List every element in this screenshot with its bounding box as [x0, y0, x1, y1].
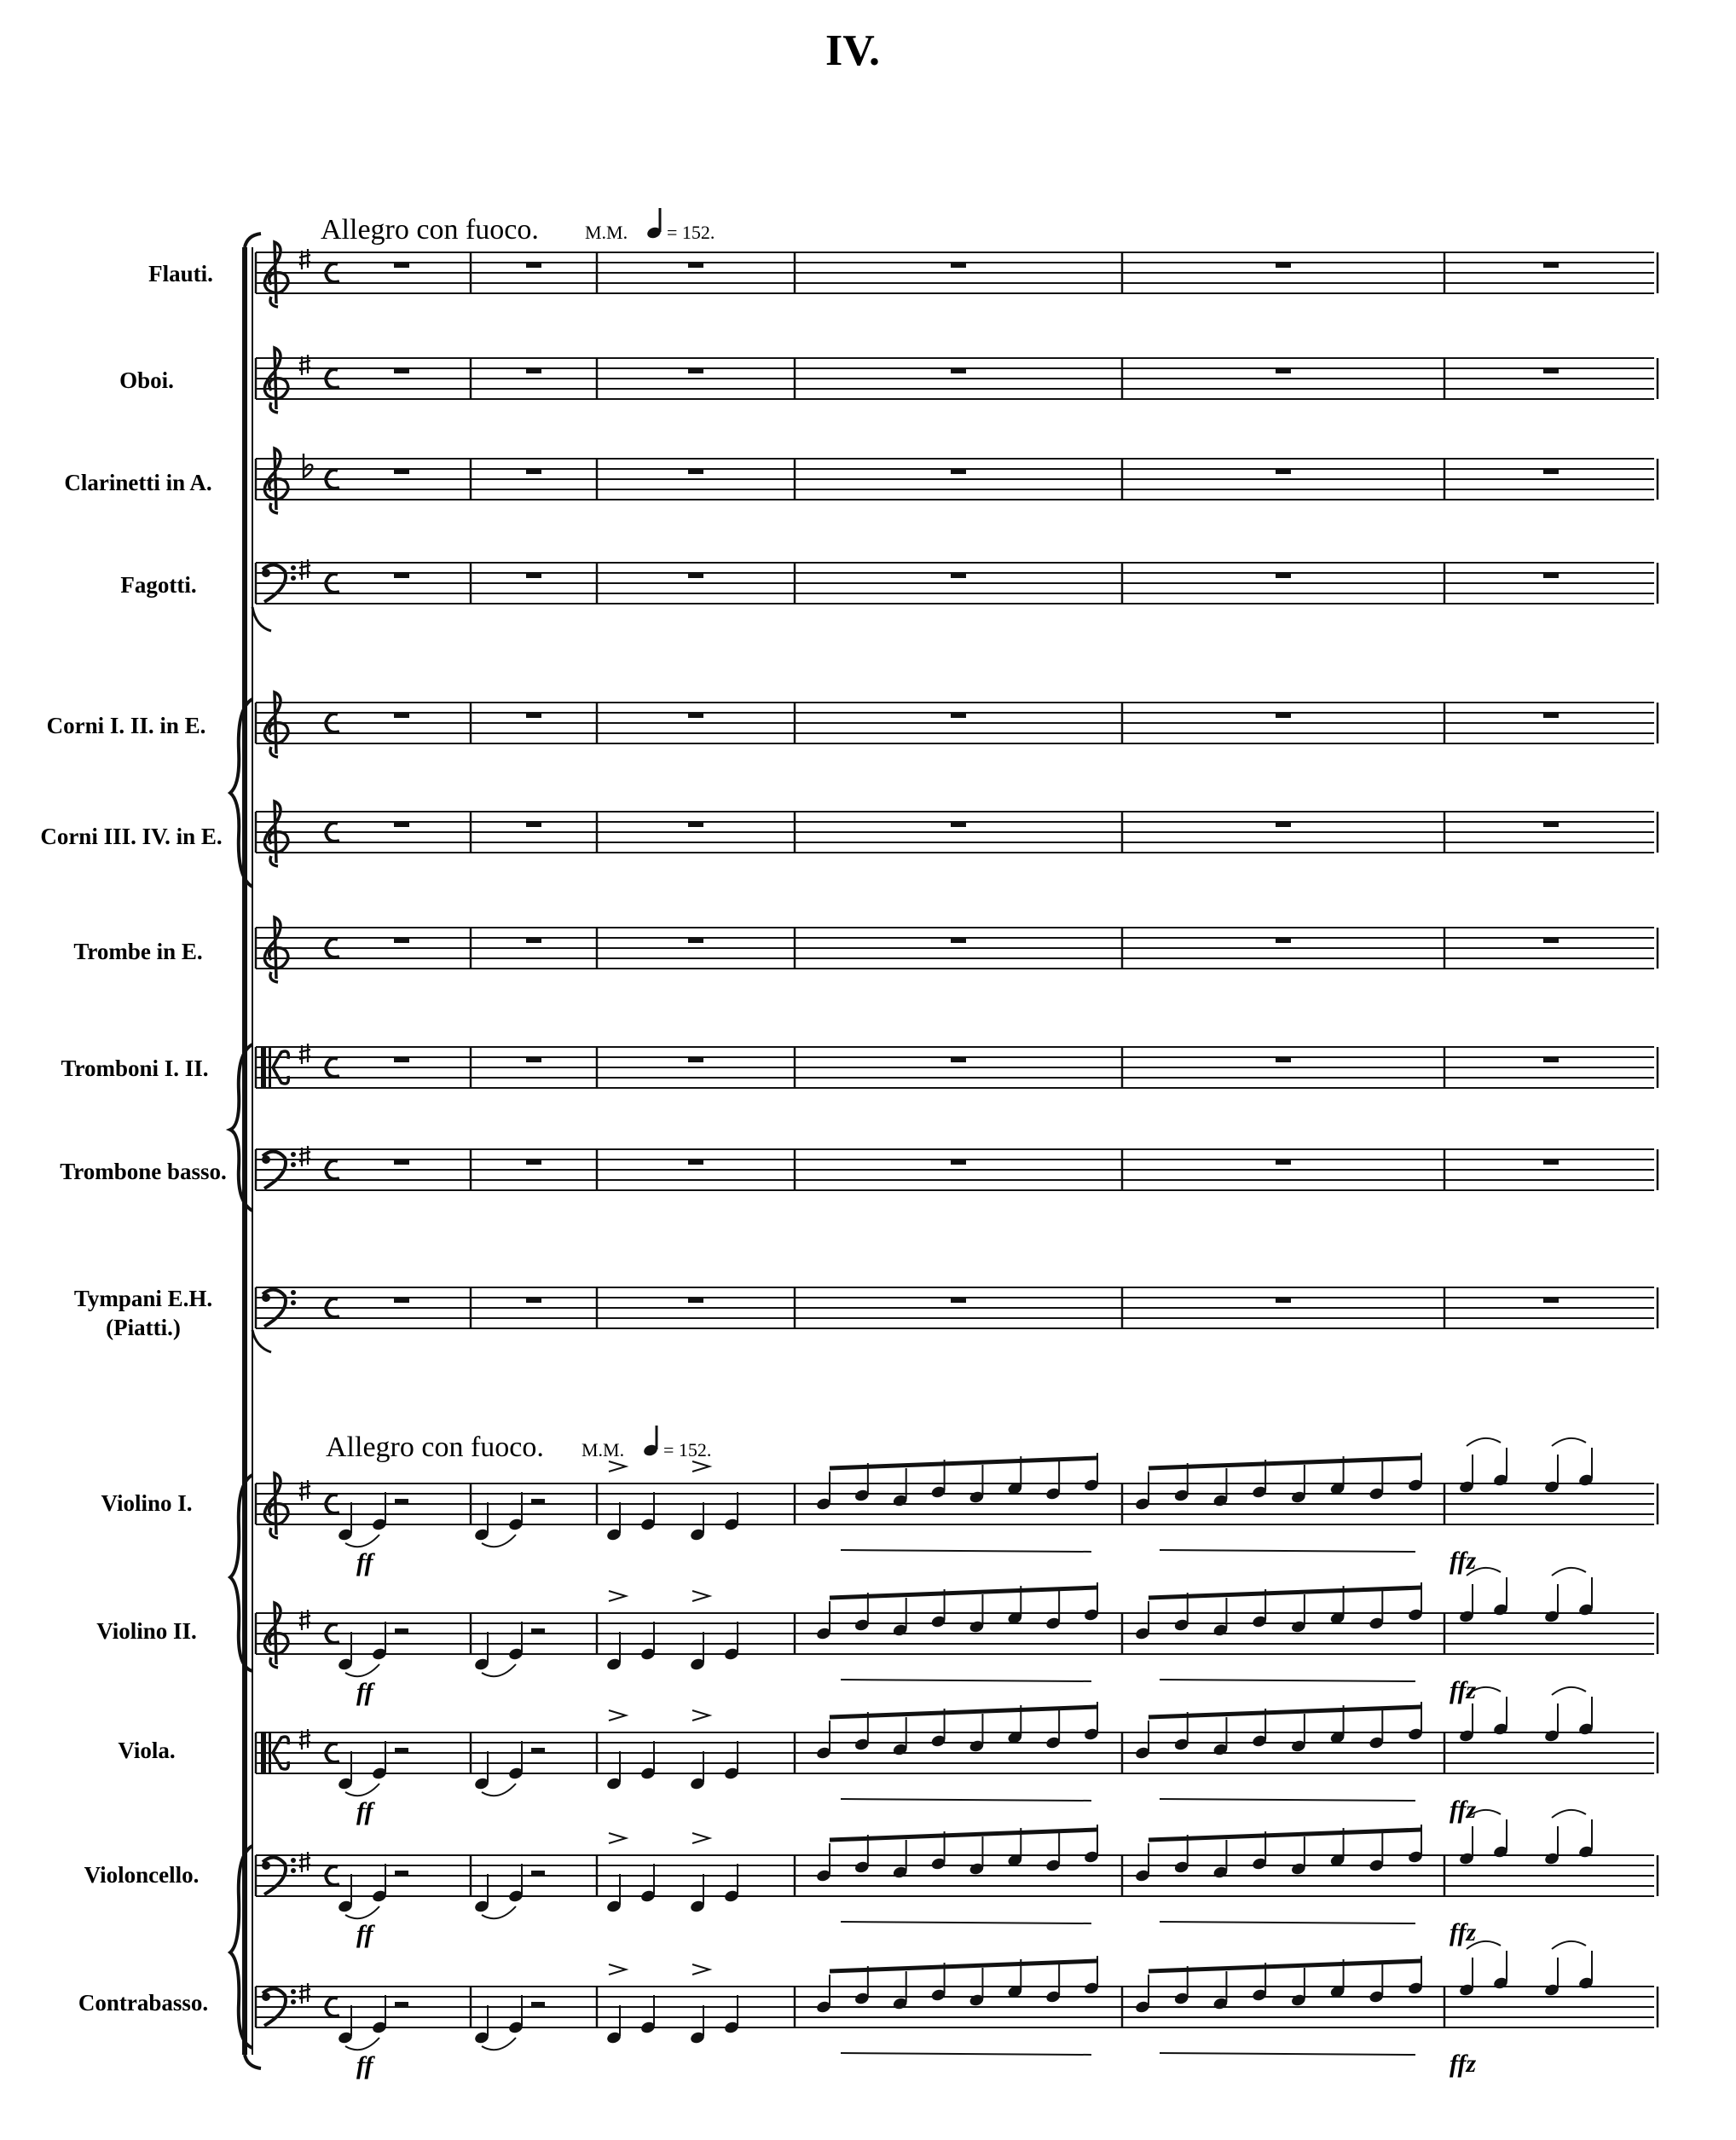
note: [1543, 1455, 1560, 1494]
whole-rest: [1276, 822, 1291, 827]
whole-rest: [394, 263, 409, 268]
label-fagotti: Fagotti.: [120, 572, 197, 598]
system-bracket: [245, 234, 271, 2068]
quarter-note-icon: [642, 1426, 658, 1457]
barlines: [256, 252, 1658, 2027]
note: [1045, 1964, 1062, 2004]
note: [815, 1843, 831, 1883]
note: [1045, 1591, 1062, 1630]
note: [815, 1975, 831, 2014]
note: [1369, 1833, 1385, 1872]
whole-rest: [394, 469, 409, 474]
whole-rest: [951, 263, 966, 268]
note: [639, 1995, 656, 2034]
note: [723, 1995, 739, 2034]
note: [605, 1632, 622, 1671]
alto-clef-icon: [261, 1732, 266, 1773]
dynamic-ff: ff: [356, 1548, 373, 1576]
label-corni-1: Corni I. II. in E.: [46, 713, 206, 738]
whole-rest: [526, 1057, 541, 1062]
label-tympani: Tympani E.H.: [73, 1286, 213, 1311]
whole-rest: [1276, 1160, 1291, 1165]
whole-rest: [526, 368, 541, 373]
tempo-marking-winds: Allegro con fuoco.: [321, 214, 539, 246]
metronome-value-strings: = 152.: [663, 1439, 712, 1460]
note: [969, 1836, 985, 1876]
whole-rest: [1543, 1057, 1559, 1062]
note: [371, 1864, 387, 1903]
whole-rest: [951, 822, 966, 827]
note: [1492, 1697, 1508, 1736]
whole-rest: [951, 1160, 966, 1165]
note: [1134, 1843, 1150, 1883]
label-clarinetti: Clarinetti in A.: [64, 470, 212, 495]
note: [605, 2005, 622, 2045]
metronome-value-winds: = 152.: [667, 222, 715, 243]
flat-icon: [304, 454, 312, 477]
note: [371, 1741, 387, 1780]
note: [1134, 1472, 1150, 1511]
note: [1134, 1601, 1150, 1640]
whole-rest: [1276, 713, 1291, 718]
note: [371, 1622, 387, 1661]
label-trombone-basso: Trombone basso.: [60, 1159, 227, 1184]
whole-rest: [688, 1057, 703, 1062]
note: [1543, 1703, 1560, 1743]
whole-rest: [526, 822, 541, 827]
note: [1577, 1448, 1594, 1487]
whole-rest: [526, 1298, 541, 1303]
staff-braces: [230, 699, 252, 2048]
note: [1290, 1836, 1306, 1876]
string-staff-figures: [337, 1941, 1594, 2055]
whole-rest: [688, 263, 703, 268]
note: [815, 1721, 831, 1760]
whole-rest: [688, 713, 703, 718]
note: [1458, 1455, 1474, 1494]
note: [473, 2005, 489, 2045]
note: [1045, 1461, 1062, 1501]
note: [1045, 1710, 1062, 1750]
note: [337, 1502, 353, 1541]
note: [1458, 1584, 1474, 1623]
note: [1212, 1971, 1229, 2010]
note: [371, 1492, 387, 1531]
whole-rests: [394, 263, 1559, 1303]
note: [723, 1741, 739, 1780]
note: [892, 1468, 908, 1507]
note: [689, 1751, 705, 1790]
quarter-note-icon: [645, 208, 662, 240]
string-notes: [337, 1438, 1594, 2055]
note: [371, 1995, 387, 2034]
whole-rest: [1543, 1298, 1559, 1303]
whole-rest: [1543, 368, 1559, 373]
whole-rest: [688, 822, 703, 827]
whole-rest: [1543, 469, 1559, 474]
note: [473, 1751, 489, 1790]
whole-rest: [1543, 263, 1559, 268]
note: [639, 1622, 656, 1661]
note: [689, 1874, 705, 1913]
dynamic-ff: ff: [356, 1920, 373, 1948]
label-trombe: Trombe in E.: [73, 939, 203, 964]
alto-clef-icon: [261, 1047, 266, 1088]
whole-rest: [1276, 938, 1291, 943]
note: [1134, 1721, 1150, 1760]
whole-rest: [526, 573, 541, 578]
note: [1212, 1598, 1229, 1637]
whole-rest: [688, 573, 703, 578]
whole-rest: [526, 1160, 541, 1165]
note: [337, 2005, 353, 2045]
whole-rest: [394, 713, 409, 718]
whole-rest: [394, 1160, 409, 1165]
note: [639, 1492, 656, 1531]
whole-rest: [1276, 573, 1291, 578]
dynamics: [356, 1547, 1476, 2079]
label-tympani-sub: (Piatti.): [106, 1315, 181, 1340]
whole-rest: [526, 713, 541, 718]
note: [1458, 1826, 1474, 1865]
whole-rest: [394, 573, 409, 578]
label-contrabasso: Contrabasso.: [78, 1990, 209, 2016]
clefs: [261, 242, 339, 2026]
note: [723, 1864, 739, 1903]
note: [892, 1598, 908, 1637]
note: [1458, 1958, 1474, 1997]
label-flauti: Flauti.: [148, 261, 213, 286]
note: [507, 1492, 524, 1531]
note: [1543, 1826, 1560, 1865]
note: [337, 1874, 353, 1913]
dynamic-ffz: ffz: [1450, 2050, 1477, 2078]
note: [1543, 1958, 1560, 1997]
whole-rest: [688, 938, 703, 943]
whole-rest: [1543, 713, 1559, 718]
whole-rest: [1276, 263, 1291, 268]
note: [639, 1864, 656, 1903]
whole-rest: [394, 368, 409, 373]
whole-rest: [1276, 469, 1291, 474]
whole-rest: [951, 1298, 966, 1303]
note: [1212, 1840, 1229, 1879]
note: [1577, 1697, 1594, 1736]
note: [473, 1502, 489, 1541]
whole-rest: [526, 263, 541, 268]
whole-rest: [394, 822, 409, 827]
note: [815, 1601, 831, 1640]
metronome-prefix-winds: M.M.: [585, 222, 628, 243]
movement-number: IV.: [825, 26, 881, 75]
whole-rest: [1543, 573, 1559, 578]
dynamic-ff: ff: [356, 1678, 373, 1706]
label-oboi: Oboi.: [119, 367, 174, 393]
whole-rest: [951, 469, 966, 474]
note: [1492, 1577, 1508, 1617]
whole-rest: [1543, 1160, 1559, 1165]
label-violino-1: Violino I.: [101, 1490, 193, 1516]
note: [337, 1751, 353, 1790]
whole-rest: [688, 368, 703, 373]
note: [723, 1622, 739, 1661]
whole-rest: [688, 1298, 703, 1303]
string-staff-figures: [337, 1810, 1594, 1923]
note: [969, 1714, 985, 1753]
note: [507, 1622, 524, 1661]
dynamic-ffz: ffz: [1450, 1918, 1477, 1946]
dynamic-ffz: ffz: [1450, 1796, 1477, 1824]
note: [723, 1492, 739, 1531]
note: [1577, 1819, 1594, 1859]
note: [892, 1971, 908, 2010]
note: [1369, 1591, 1385, 1630]
note: [1290, 1968, 1306, 2007]
note: [1492, 1819, 1508, 1859]
note: [689, 2005, 705, 2045]
whole-rest: [394, 1057, 409, 1062]
string-staff-figures: [337, 1568, 1594, 1681]
note: [1212, 1468, 1229, 1507]
whole-rest: [688, 1160, 703, 1165]
dynamic-ffz: ffz: [1450, 1547, 1477, 1575]
string-staff-figures: [337, 1687, 1594, 1801]
note: [1212, 1717, 1229, 1756]
label-tromboni: Tromboni I. II.: [61, 1056, 209, 1081]
note: [1543, 1584, 1560, 1623]
note: [1369, 1461, 1385, 1501]
note: [1369, 1964, 1385, 2004]
note: [337, 1632, 353, 1671]
whole-rest: [951, 938, 966, 943]
note: [605, 1751, 622, 1790]
label-viola: Viola.: [118, 1738, 176, 1763]
note: [473, 1874, 489, 1913]
whole-rest: [526, 469, 541, 474]
whole-rest: [394, 938, 409, 943]
metronome-prefix-strings: M.M.: [582, 1439, 625, 1460]
note: [1577, 1577, 1594, 1617]
label-violino-2: Violino II.: [96, 1618, 197, 1644]
note: [1492, 1951, 1508, 1990]
whole-rest: [1543, 822, 1559, 827]
note: [1290, 1465, 1306, 1504]
note: [969, 1594, 985, 1634]
whole-rest: [951, 1057, 966, 1062]
note: [605, 1874, 622, 1913]
whole-rest: [688, 469, 703, 474]
note: [1134, 1975, 1150, 2014]
note: [507, 1741, 524, 1780]
whole-rest: [1276, 1298, 1291, 1303]
whole-rest: [951, 368, 966, 373]
whole-rest: [394, 1298, 409, 1303]
note: [639, 1741, 656, 1780]
note: [689, 1632, 705, 1671]
whole-rest: [951, 573, 966, 578]
note: [1492, 1448, 1508, 1487]
label-corni-2: Corni III. IV. in E.: [40, 824, 223, 849]
whole-rest: [1543, 938, 1559, 943]
note: [1369, 1710, 1385, 1750]
note: [969, 1465, 985, 1504]
note: [969, 1968, 985, 2007]
whole-rest: [951, 713, 966, 718]
note: [473, 1632, 489, 1671]
note: [892, 1840, 908, 1879]
label-violoncello: Violoncello.: [84, 1862, 200, 1888]
note: [1290, 1714, 1306, 1753]
note: [605, 1502, 622, 1541]
whole-rest: [526, 938, 541, 943]
whole-rest: [1276, 1057, 1291, 1062]
note: [1458, 1703, 1474, 1743]
note: [1045, 1833, 1062, 1872]
dynamic-ff: ff: [356, 1797, 373, 1825]
note: [507, 1864, 524, 1903]
note: [892, 1717, 908, 1756]
note: [1577, 1951, 1594, 1990]
note: [689, 1502, 705, 1541]
note: [1290, 1594, 1306, 1634]
dynamic-ffz: ffz: [1450, 1676, 1477, 1704]
note: [815, 1472, 831, 1511]
dynamic-ff: ff: [356, 2051, 373, 2079]
tempo-marking-strings: Allegro con fuoco.: [326, 1431, 544, 1463]
note: [507, 1995, 524, 2034]
whole-rest: [1276, 368, 1291, 373]
